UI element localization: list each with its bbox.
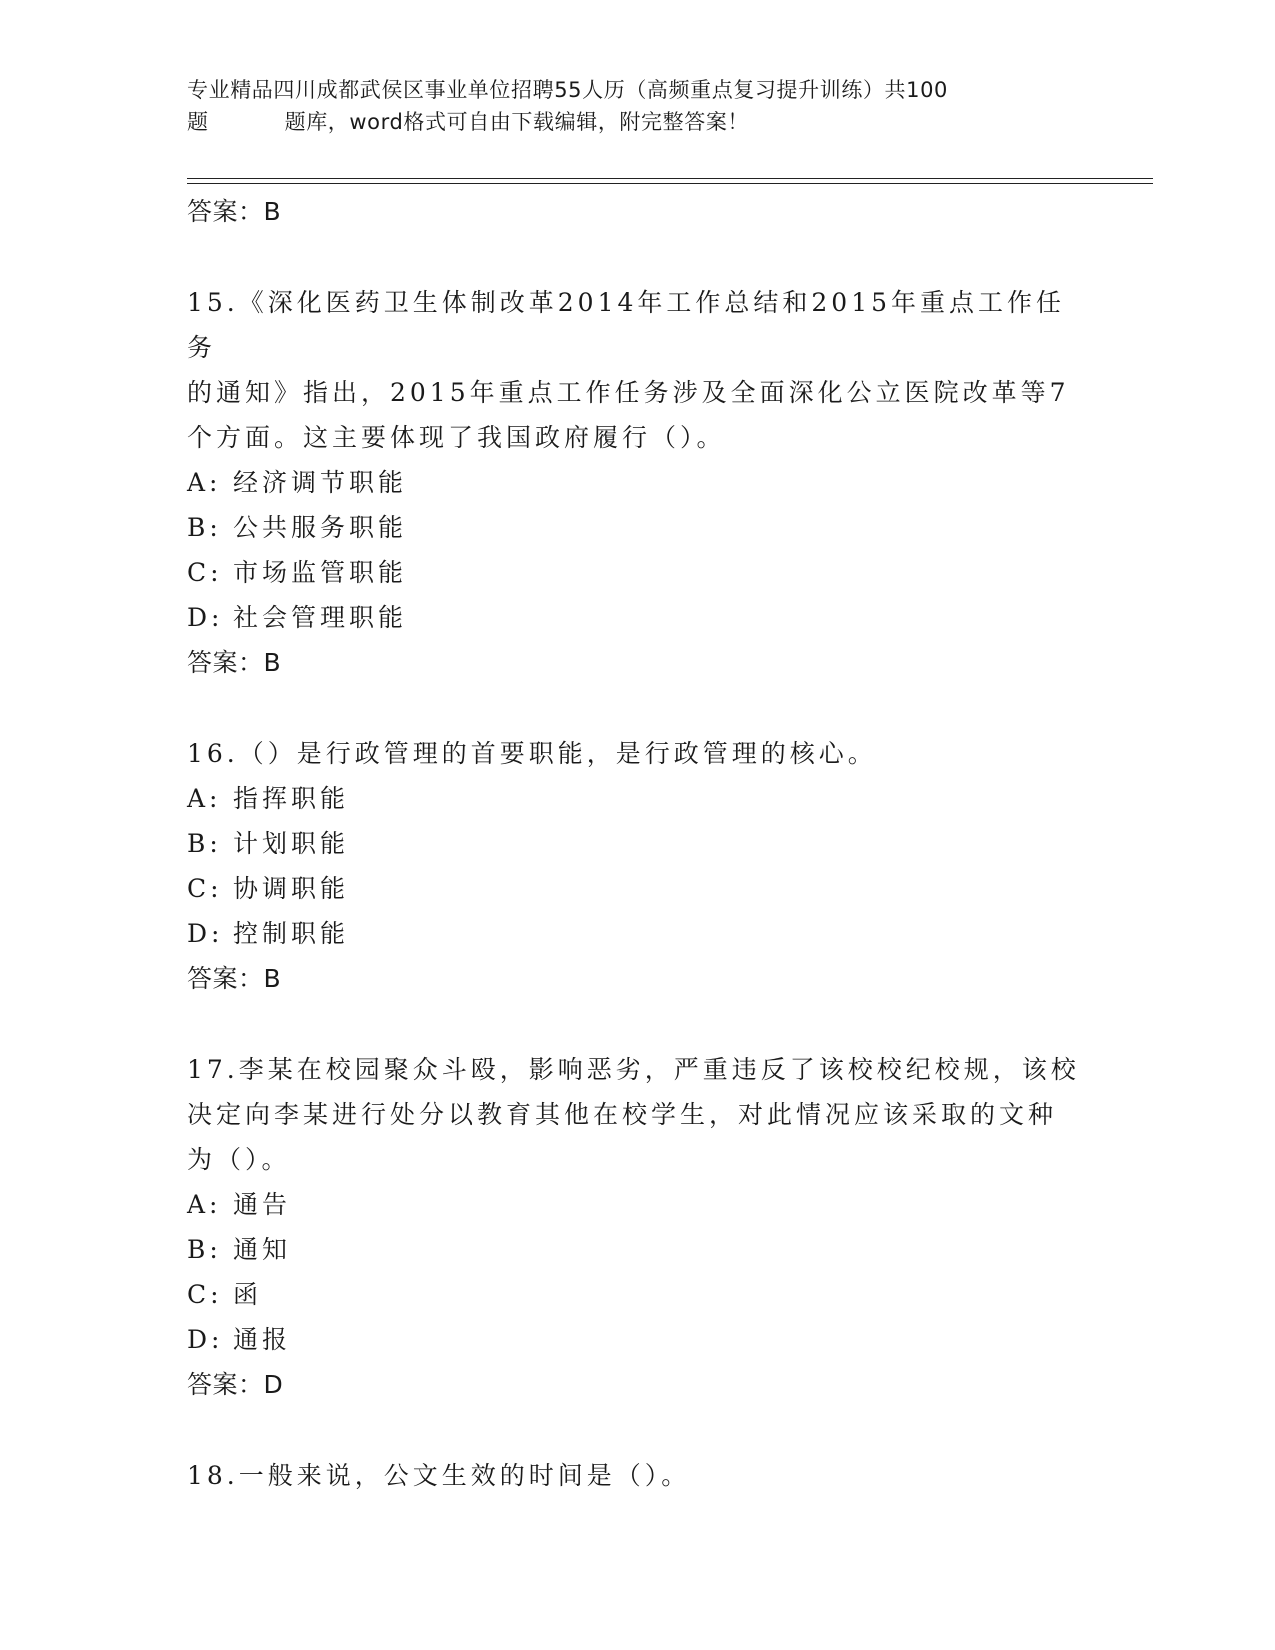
option-b <box>187 821 1087 866</box>
option-a <box>187 776 1087 821</box>
option-text: 协调职能 <box>233 874 350 903</box>
question-line: 17.李某在校园聚众斗殴，影响恶劣，严重违反了该校校纪校规，该校 <box>187 1055 1080 1084</box>
option-text: 通知 <box>233 1235 292 1264</box>
option-text: 控制职能 <box>233 919 350 948</box>
question-line: 为（）。 <box>187 1145 291 1174</box>
header-title-line2-head: 题 <box>187 110 209 134</box>
option-d <box>187 595 1087 640</box>
question-line: 18.一般来说，公文生效的时间是（）。 <box>187 1461 691 1490</box>
option-text: 社会管理职能 <box>233 603 408 632</box>
question-block <box>187 280 1087 686</box>
option-a <box>187 1182 1087 1227</box>
answer-line: 答案：B <box>187 964 282 993</box>
option-text: 市场监管职能 <box>233 558 408 587</box>
document-body <box>187 189 1087 1498</box>
question-block <box>187 1453 1087 1498</box>
option-text: 函 <box>233 1280 263 1309</box>
option-text: 公共服务职能 <box>233 513 408 542</box>
question-line: 个方面。这主要体现了我国政府履行（）。 <box>187 423 726 452</box>
page-header <box>187 74 1067 138</box>
header-divider-bottom <box>187 183 1153 184</box>
option-key: A: <box>187 1190 222 1219</box>
answer-line: 答案：B <box>187 197 282 226</box>
option-b <box>187 505 1087 550</box>
option-c <box>187 866 1087 911</box>
option-key: A: <box>187 784 222 813</box>
option-d <box>187 1317 1087 1362</box>
header-title-line2-tail: 题库，word格式可自由下载编辑，附完整答案！ <box>284 110 750 134</box>
option-c <box>187 550 1087 595</box>
answer-line: 答案：B <box>187 648 282 677</box>
option-key: C: <box>187 1280 223 1309</box>
spacer <box>187 1408 1087 1453</box>
option-key: D: <box>187 1325 224 1354</box>
option-b <box>187 1227 1087 1272</box>
option-key: D: <box>187 919 224 948</box>
option-key: A: <box>187 468 222 497</box>
option-key: B: <box>187 513 222 542</box>
option-d <box>187 911 1087 956</box>
option-text: 指挥职能 <box>233 784 350 813</box>
header-title-line1: 专业精品四川成都武侯区事业单位招聘55人历（高频重点复习提升训练）共100 <box>187 78 949 102</box>
answer-line: 答案：D <box>187 1370 284 1399</box>
option-text: 经济调节职能 <box>233 468 408 497</box>
option-key: B: <box>187 829 222 858</box>
question-line: 的通知》指出，2015年重点工作任务涉及全面深化公立医院改革等7 <box>187 378 1070 407</box>
option-a <box>187 460 1087 505</box>
question-line: 决定向李某进行处分以教育其他在校学生，对此情况应该采取的文种 <box>187 1100 1058 1129</box>
option-key: B: <box>187 1235 222 1264</box>
header-title-line2 <box>187 106 1067 138</box>
spacer <box>187 235 1087 280</box>
question-block <box>187 1047 1087 1408</box>
option-text: 通报 <box>233 1325 292 1354</box>
question-line: 15.《深化医药卫生体制改革2014年工作总结和2015年重点工作任务 <box>187 288 1066 362</box>
spacer <box>187 1002 1087 1047</box>
option-c <box>187 1272 1087 1317</box>
option-key: C: <box>187 558 223 587</box>
question-block <box>187 731 1087 1002</box>
header-divider-top <box>187 178 1153 179</box>
option-key: C: <box>187 874 223 903</box>
option-key: D: <box>187 603 224 632</box>
option-text: 计划职能 <box>233 829 350 858</box>
option-text: 通告 <box>233 1190 292 1219</box>
spacer <box>187 686 1087 731</box>
question-line: 16.（）是行政管理的首要职能，是行政管理的核心。 <box>187 739 877 768</box>
